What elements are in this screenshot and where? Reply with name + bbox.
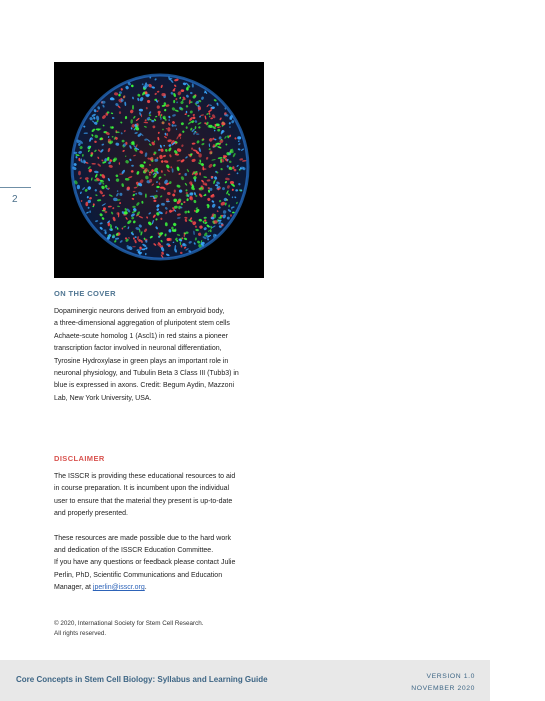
disclaimer-section bbox=[54, 454, 269, 595]
disclaimer-line-prefix: Manager, at bbox=[54, 584, 93, 592]
cover-heading: ON THE COVER bbox=[54, 289, 116, 298]
disclaimer-line: If you have any questions or feedback please contact Julie bbox=[54, 559, 236, 567]
cover-caption-line: transcription factor involved in neuronal differentiation, bbox=[54, 345, 222, 353]
disclaimer-line: and properly presented. bbox=[54, 510, 128, 518]
cover-image bbox=[54, 62, 264, 278]
email-link[interactable]: jperlin@isscr.org bbox=[92, 584, 145, 592]
embryoid-body-micrograph bbox=[54, 62, 264, 278]
page-number: 2 bbox=[12, 194, 18, 205]
cell-mark bbox=[175, 229, 177, 232]
version-date: NOVEMBER 2020 bbox=[411, 685, 475, 692]
disclaimer-line: Perlin, PhD, Scientific Communications and Education bbox=[54, 571, 223, 579]
cell-mark bbox=[119, 111, 121, 114]
cover-caption-line: blue is expressed in axons. Credit: Begum Aydin, Mazzoni bbox=[54, 382, 235, 390]
footer-bar bbox=[0, 660, 490, 701]
cover-caption bbox=[54, 306, 269, 405]
disclaimer-line: user to ensure that the material they present is up-to-date bbox=[54, 497, 233, 505]
footer-title: Core Concepts in Stem Cell Biology: Syllabus and Learning Guide bbox=[16, 675, 268, 684]
disclaimer-line-suffix: . bbox=[144, 584, 147, 592]
cell-mark bbox=[135, 236, 137, 238]
cell-mark bbox=[215, 171, 217, 173]
cover-caption-line: Dopaminergic neurons derived from an embryoid body, bbox=[54, 308, 225, 315]
copyright bbox=[54, 619, 284, 639]
cell-mark bbox=[156, 186, 159, 188]
cell-mark bbox=[186, 126, 188, 129]
cell-mark bbox=[199, 172, 201, 175]
disclaimer-heading: DISCLAIMER bbox=[54, 454, 105, 463]
cell-mark bbox=[213, 220, 217, 223]
disclaimer-line: in course preparation. It is incumbent upon the individual bbox=[54, 485, 230, 493]
copyright-rights: All rights reserved. bbox=[54, 630, 107, 637]
side-rule bbox=[0, 187, 31, 188]
disclaimer-paragraph-1 bbox=[54, 471, 269, 521]
version-label: VERSION 1.0 bbox=[426, 673, 475, 680]
cell-mark bbox=[103, 229, 106, 231]
cover-caption-line: a three-dimensional aggregation of pluripotent stem cells bbox=[54, 320, 230, 328]
copyright-line: © 2020, International Society for Stem Cell Research. bbox=[54, 620, 204, 627]
cover-caption-line: Lab, New York University, USA. bbox=[54, 394, 152, 402]
cell-mark bbox=[145, 194, 147, 198]
cover-caption-line: Achaete-scute homolog 1 (Ascl1) in red stains a pioneer bbox=[54, 332, 228, 340]
cell-mark bbox=[151, 120, 154, 122]
cover-caption-section bbox=[54, 289, 269, 405]
disclaimer-line: These resources are made possible due to the hard work bbox=[54, 534, 232, 542]
disclaimer-line: and dedication of the ISSCR Education Committee. bbox=[54, 547, 214, 555]
footer-version-block bbox=[411, 671, 475, 695]
cover-caption-line: neuronal physiology, and Tubulin Beta 3 Class III (Tubb3) in bbox=[54, 370, 239, 378]
disclaimer-paragraph-2 bbox=[54, 533, 269, 595]
disclaimer-line: The ISSCR is providing these educational resources to aid bbox=[54, 473, 236, 480]
cover-caption-line: Tyrosine Hydroxylase in green plays an important role in bbox=[54, 357, 229, 365]
